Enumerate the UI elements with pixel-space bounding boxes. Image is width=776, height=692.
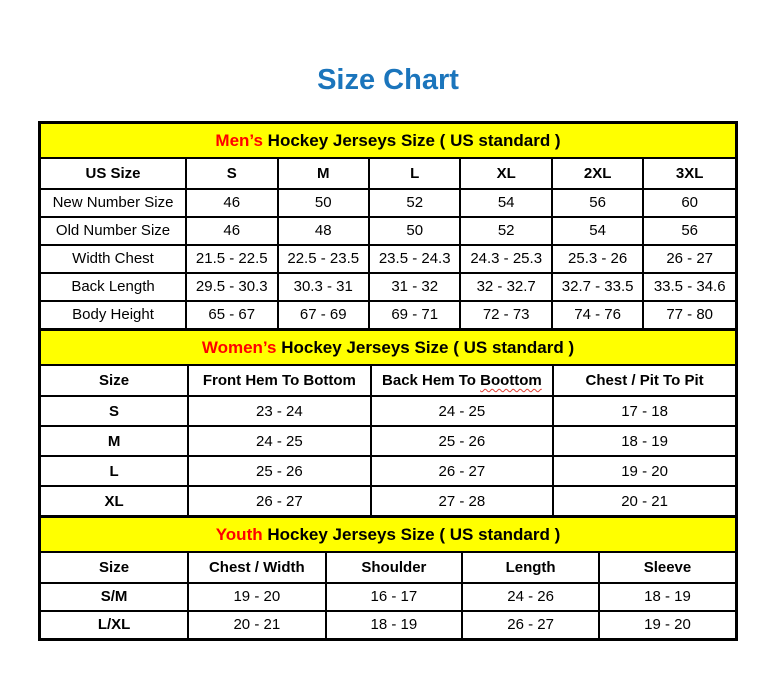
value-cell: 65 - 67: [186, 301, 277, 329]
table-row: [41, 426, 735, 456]
column-header: Size: [41, 366, 188, 396]
value-cell: 22.5 - 23.5: [278, 245, 369, 273]
value-cell: 24 - 25: [371, 396, 554, 426]
column-header: Sleeve: [599, 553, 735, 583]
column-header: S: [186, 159, 277, 189]
column-header: 3XL: [643, 159, 735, 189]
column-header: Length: [462, 553, 599, 583]
value-cell: 69 - 71: [369, 301, 460, 329]
value-cell: 18 - 19: [599, 583, 735, 611]
page-title: Size Chart: [317, 64, 459, 96]
value-cell: 18 - 19: [326, 611, 463, 638]
value-cell: 30.3 - 31: [278, 273, 369, 301]
value-cell: 26 - 27: [371, 456, 554, 486]
value-cell: 19 - 20: [188, 583, 325, 611]
column-header: [371, 366, 554, 396]
column-header: US Size: [41, 159, 186, 189]
value-cell: 26 - 27: [643, 245, 735, 273]
value-cell: 27 - 28: [371, 486, 554, 516]
value-cell: 33.5 - 34.6: [643, 273, 735, 301]
mens-section-header: [41, 124, 735, 159]
row-label: New Number Size: [41, 189, 186, 217]
table-row: [41, 583, 735, 611]
row-label: L/XL: [41, 611, 188, 638]
table-row: [41, 189, 735, 217]
value-cell: 25 - 26: [371, 426, 554, 456]
youth-section-header: [41, 517, 735, 553]
womens-section-header: [41, 330, 735, 366]
value-cell: 26 - 27: [462, 611, 599, 638]
row-label: XL: [41, 486, 188, 516]
value-cell: 23.5 - 24.3: [369, 245, 460, 273]
column-header: Size: [41, 553, 188, 583]
womens-section-highlight: Women’s: [201, 338, 277, 357]
youth-section-title: Hockey Jerseys Size ( US standard ): [262, 525, 561, 544]
row-label: Back Length: [41, 273, 186, 301]
value-cell: 17 - 18: [553, 396, 735, 426]
value-cell: 56: [643, 217, 735, 245]
womens-header-row: [41, 366, 735, 396]
value-cell: 20 - 21: [553, 486, 735, 516]
value-cell: 32.7 - 33.5: [552, 273, 643, 301]
row-label: Old Number Size: [41, 217, 186, 245]
table-row: [41, 273, 735, 301]
womens-section-title: Hockey Jerseys Size ( US standard ): [276, 338, 575, 357]
mens-section-highlight: Men’s: [215, 131, 263, 150]
mens-header-row: [41, 159, 735, 189]
youth-section-highlight: Youth: [215, 525, 263, 544]
value-cell: 25 - 26: [188, 456, 371, 486]
value-cell: 60: [643, 189, 735, 217]
row-label: Body Height: [41, 301, 186, 329]
row-label: S/M: [41, 583, 188, 611]
value-cell: 77 - 80: [643, 301, 735, 329]
value-cell: 24 - 26: [462, 583, 599, 611]
value-cell: 52: [369, 189, 460, 217]
column-header: M: [278, 159, 369, 189]
value-cell: 67 - 69: [278, 301, 369, 329]
table-row: [41, 456, 735, 486]
row-label: Width Chest: [41, 245, 186, 273]
womens-size-table: [41, 366, 735, 517]
row-label: M: [41, 426, 188, 456]
row-label: L: [41, 456, 188, 486]
value-cell: 72 - 73: [460, 301, 551, 329]
value-cell: 29.5 - 30.3: [186, 273, 277, 301]
mens-section-title: Hockey Jerseys Size ( US standard ): [262, 131, 561, 150]
value-cell: 50: [369, 217, 460, 245]
value-cell: 16 - 17: [326, 583, 463, 611]
value-cell: 48: [278, 217, 369, 245]
table-row: [41, 611, 735, 638]
mens-size-table: [41, 159, 735, 330]
row-label: S: [41, 396, 188, 426]
table-row: [41, 486, 735, 516]
value-cell: 52: [460, 217, 551, 245]
value-cell: 50: [278, 189, 369, 217]
column-header: Shoulder: [326, 553, 463, 583]
value-cell: 46: [186, 217, 277, 245]
value-cell: 26 - 27: [188, 486, 371, 516]
misspelled-word: Boottom: [480, 372, 542, 389]
column-header-text: Back Hem To: [382, 372, 481, 389]
value-cell: 32 - 32.7: [460, 273, 551, 301]
value-cell: 74 - 76: [552, 301, 643, 329]
value-cell: 31 - 32: [369, 273, 460, 301]
youth-size-table: [41, 553, 735, 638]
value-cell: 54: [552, 217, 643, 245]
value-cell: 25.3 - 26: [552, 245, 643, 273]
table-row: [41, 217, 735, 245]
value-cell: 18 - 19: [553, 426, 735, 456]
column-header: L: [369, 159, 460, 189]
table-row: [41, 245, 735, 273]
table-row: [41, 396, 735, 426]
column-header: 2XL: [552, 159, 643, 189]
value-cell: 19 - 20: [599, 611, 735, 638]
value-cell: 19 - 20: [553, 456, 735, 486]
column-header: Chest / Pit To Pit: [553, 366, 735, 396]
value-cell: 24 - 25: [188, 426, 371, 456]
youth-header-row: [41, 553, 735, 583]
value-cell: 56: [552, 189, 643, 217]
value-cell: 23 - 24: [188, 396, 371, 426]
column-header: XL: [460, 159, 551, 189]
table-row: [41, 301, 735, 329]
value-cell: 21.5 - 22.5: [186, 245, 277, 273]
value-cell: 20 - 21: [188, 611, 325, 638]
size-chart: [38, 121, 738, 641]
column-header: Chest / Width: [188, 553, 325, 583]
value-cell: 24.3 - 25.3: [460, 245, 551, 273]
value-cell: 54: [460, 189, 551, 217]
column-header: Front Hem To Bottom: [188, 366, 371, 396]
value-cell: 46: [186, 189, 277, 217]
